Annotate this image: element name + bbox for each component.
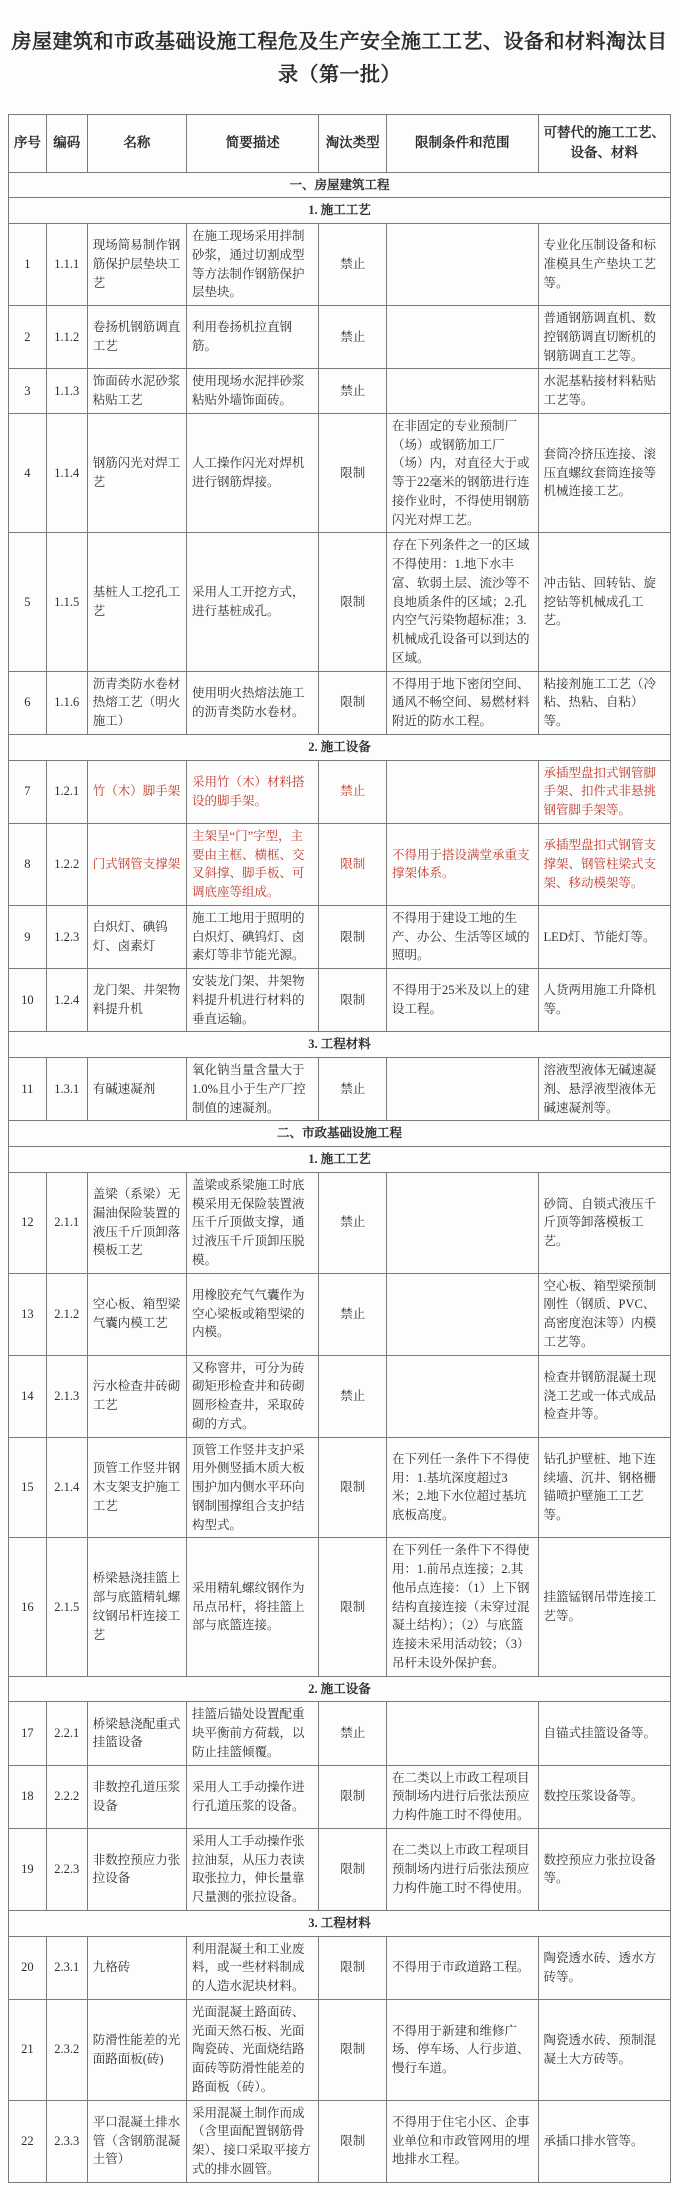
- row-name: 盖梁（系梁）无漏油保险装置的液压千斤顶卸落模板工艺: [87, 1172, 186, 1273]
- row-description: 采用竹（木）材料搭设的脚手架。: [187, 760, 319, 823]
- row-restriction: 在下列任一条件下不得使用：1.基坑深度超过3米；2.地下水位超过基坑底板高度。: [386, 1437, 538, 1538]
- row-code: 1.2.3: [46, 905, 87, 968]
- header-row: [9, 115, 671, 173]
- row-name: 桥梁悬浇挂篮上部与底篮精轧螺纹钢吊杆连接工艺: [87, 1538, 186, 1676]
- row-description: 使用现场水泥拌砂浆粘贴外墙饰面砖。: [187, 369, 319, 414]
- row-number: 12: [9, 1172, 47, 1273]
- row-restriction: 在二类以上市政工程项目预制场内进行后张法预应力构件施工时不得使用。: [386, 1828, 538, 1910]
- section-row: [9, 734, 671, 760]
- row-description: 盖梁或系梁施工时底模采用无保险装置液压千斤顶做支撑，通过液压千斤顶卸压脱模。: [187, 1172, 319, 1273]
- row-name: 沥青类防水卷材热熔工艺（明火施工）: [87, 671, 186, 734]
- catalog-row: [9, 533, 671, 671]
- row-elimination-type: 限制: [319, 1828, 387, 1910]
- row-alternative: 水泥基粘接材料粘贴工艺等。: [538, 369, 670, 414]
- row-name: 门式钢管支撑架: [87, 823, 186, 905]
- row-alternative: 检查井钢筋混凝土现浇工艺或一体式成品检查井等。: [538, 1355, 670, 1437]
- row-name: 基桩人工挖孔工艺: [87, 533, 186, 671]
- row-number: 2: [9, 306, 47, 369]
- row-number: 17: [9, 1702, 47, 1765]
- catalog-row: [9, 1355, 671, 1437]
- row-number: 3: [9, 369, 47, 414]
- row-restriction: 不得用于25米及以上的建设工程。: [386, 969, 538, 1032]
- row-name: 平口混凝土排水管（含钢筋混凝土管）: [87, 2100, 186, 2182]
- row-elimination-type: 禁止: [319, 306, 387, 369]
- section-label: 2. 施工设备: [9, 1676, 671, 1702]
- row-description: 采用人工手动操作张拉油泵，从压力表读取张拉力，伸长量靠尺量测的张拉设备。: [187, 1828, 319, 1910]
- row-code: 2.1.3: [46, 1355, 87, 1437]
- row-number: 20: [9, 1936, 47, 1999]
- row-alternative: 挂篮锰钢吊带连接工艺等。: [538, 1538, 670, 1676]
- row-description: 采用人工开挖方式，进行基桩成孔。: [187, 533, 319, 671]
- row-restriction: [386, 224, 538, 306]
- row-alternative: 陶瓷透水砖、透水方砖等。: [538, 1936, 670, 1999]
- row-alternative: 粘接剂施工工艺（冷粘、热粘、自粘）等。: [538, 671, 670, 734]
- row-code: 1.1.5: [46, 533, 87, 671]
- row-description: 在施工现场采用拌制砂浆，通过切割成型等方法制作钢筋保护层垫块。: [187, 224, 319, 306]
- row-name: 白炽灯、碘钨灯、卤素灯: [87, 905, 186, 968]
- row-restriction: 不得用于住宅小区、企事业单位和市政管网用的埋地排水工程。: [386, 2100, 538, 2182]
- row-description: 顶管工作竖井支护采用外侧竖插木质大板围护加内侧水平环向钢制围撑组合支护结构型式。: [187, 1437, 319, 1538]
- row-code: 1.1.3: [46, 369, 87, 414]
- row-code: 2.2.2: [46, 1765, 87, 1828]
- section-label: 3. 工程材料: [9, 1910, 671, 1936]
- row-restriction: 不得用于地下密闭空间、通风不畅空间、易燃材料附近的防水工程。: [386, 671, 538, 734]
- row-elimination-type: 限制: [319, 413, 387, 533]
- row-number: 21: [9, 1999, 47, 2100]
- row-name: 防滑性能差的光面路面板(砖): [87, 1999, 186, 2100]
- row-name: 非数控孔道压浆设备: [87, 1765, 186, 1828]
- row-alternative: 套筒冷挤压连接、滚压直螺纹套筒连接等机械连接工艺。: [538, 413, 670, 533]
- row-alternative: 承插口排水管等。: [538, 2100, 670, 2182]
- row-number: 1: [9, 224, 47, 306]
- row-alternative: 人货两用施工升降机等。: [538, 969, 670, 1032]
- row-alternative: 数控压浆设备等。: [538, 1765, 670, 1828]
- row-code: 2.3.3: [46, 2100, 87, 2182]
- catalog-row: [9, 224, 671, 306]
- row-number: 6: [9, 671, 47, 734]
- row-restriction: 在二类以上市政工程项目预制场内进行后张法预应力构件施工时不得使用。: [386, 1765, 538, 1828]
- catalog-row: [9, 1273, 671, 1355]
- section-row: [9, 198, 671, 224]
- row-restriction: [386, 760, 538, 823]
- column-header-5: 淘汰类型: [319, 115, 387, 173]
- row-alternative: 自锚式挂篮设备等。: [538, 1702, 670, 1765]
- row-elimination-type: 限制: [319, 823, 387, 905]
- column-header-7: 可替代的施工工艺、设备、材料: [538, 115, 670, 173]
- row-name: 桥梁悬浇配重式挂篮设备: [87, 1702, 186, 1765]
- row-name: 九格砖: [87, 1936, 186, 1999]
- catalog-row: [9, 823, 671, 905]
- catalog-row: [9, 1702, 671, 1765]
- row-description: 利用混凝土和工业废料，或一些材料制成的人造水泥块材料。: [187, 1936, 319, 1999]
- catalog-row: [9, 413, 671, 533]
- section-row: [9, 1910, 671, 1936]
- catalog-row: [9, 2100, 671, 2182]
- row-elimination-type: 禁止: [319, 369, 387, 414]
- catalog-row: [9, 369, 671, 414]
- row-alternative: 溶液型液体无碱速凝剂、悬浮液型液体无碱速凝剂等。: [538, 1058, 670, 1121]
- row-description: 主架呈“门”字型，主要由主框、横框、交叉斜撑、脚手板、可调底座等组成。: [187, 823, 319, 905]
- row-description: 挂篮后锚处设置配重块平衡前方荷载，以防止挂篮倾覆。: [187, 1702, 319, 1765]
- row-elimination-type: 限制: [319, 671, 387, 734]
- column-header-1: 序号: [9, 115, 47, 173]
- row-number: 16: [9, 1538, 47, 1676]
- row-elimination-type: 禁止: [319, 1058, 387, 1121]
- row-restriction: [386, 1172, 538, 1273]
- row-description: 采用精轧螺纹钢作为吊点吊杆，将挂篮上部与底篮连接。: [187, 1538, 319, 1676]
- row-code: 2.2.3: [46, 1828, 87, 1910]
- row-elimination-type: 限制: [319, 533, 387, 671]
- row-number: 9: [9, 905, 47, 968]
- table-body: [9, 172, 671, 2182]
- row-description: 用橡胶充气气囊作为空心梁板或箱型梁的内模。: [187, 1273, 319, 1355]
- catalog-row: [9, 1828, 671, 1910]
- section-row: [9, 1147, 671, 1173]
- row-number: 19: [9, 1828, 47, 1910]
- row-description: 氧化钠当量含量大于1.0%且小于生产厂控制值的速凝剂。: [187, 1058, 319, 1121]
- row-description: 安装龙门架、井架物料提升机进行材料的垂直运输。: [187, 969, 319, 1032]
- row-number: 8: [9, 823, 47, 905]
- row-name: 污水检查井砖砌工艺: [87, 1355, 186, 1437]
- catalog-row: [9, 1437, 671, 1538]
- row-elimination-type: 禁止: [319, 1273, 387, 1355]
- section-label: 1. 施工工艺: [9, 1147, 671, 1173]
- row-description: 又称窨井，可分为砖砌矩形检查井和砖砌圆形检查井，采取砖砌的方式。: [187, 1355, 319, 1437]
- row-elimination-type: 限制: [319, 1437, 387, 1538]
- row-code: 2.3.1: [46, 1936, 87, 1999]
- row-description: 采用混凝土制作而成（含里面配置钢筋骨架）、接口采取平接方式的排水圆管。: [187, 2100, 319, 2182]
- row-code: 2.1.4: [46, 1437, 87, 1538]
- row-number: 22: [9, 2100, 47, 2182]
- row-name: 竹（木）脚手架: [87, 760, 186, 823]
- row-code: 2.1.2: [46, 1273, 87, 1355]
- section-row: [9, 1676, 671, 1702]
- row-elimination-type: 限制: [319, 969, 387, 1032]
- row-restriction: 不得用于新建和维修广场、停车场、人行步道、慢行车道。: [386, 1999, 538, 2100]
- section-row: [9, 1032, 671, 1058]
- row-name: 现场简易制作钢筋保护层垫块工艺: [87, 224, 186, 306]
- row-number: 13: [9, 1273, 47, 1355]
- section-label: 一、房屋建筑工程: [9, 172, 671, 198]
- row-restriction: 在非固定的专业预制厂（场）或钢筋加工厂（场）内，对直径大于或等于22毫米的钢筋进行连接作业时，不得使用钢筋闪光对焊工艺。: [386, 413, 538, 533]
- row-number: 4: [9, 413, 47, 533]
- row-number: 14: [9, 1355, 47, 1437]
- catalog-row: [9, 306, 671, 369]
- catalog-row: [9, 905, 671, 968]
- row-elimination-type: 禁止: [319, 1702, 387, 1765]
- catalog-row: [9, 1172, 671, 1273]
- catalog-row: [9, 671, 671, 734]
- row-alternative: 钻孔护壁桩、地下连续墙、沉井、钢格栅锚喷护壁施工工艺等。: [538, 1437, 670, 1538]
- row-alternative: 专业化压制设备和标准模具生产垫块工艺等。: [538, 224, 670, 306]
- column-header-6: 限制条件和范围: [386, 115, 538, 173]
- row-restriction: [386, 306, 538, 369]
- row-number: 10: [9, 969, 47, 1032]
- row-description: 采用人工手动操作进行孔道压浆的设备。: [187, 1765, 319, 1828]
- row-code: 2.1.1: [46, 1172, 87, 1273]
- row-alternative: 陶瓷透水砖、预制混凝土大方砖等。: [538, 1999, 670, 2100]
- column-header-4: 简要描述: [187, 115, 319, 173]
- catalog-row: [9, 1936, 671, 1999]
- section-label: 1. 施工工艺: [9, 198, 671, 224]
- row-restriction: [386, 369, 538, 414]
- row-elimination-type: 限制: [319, 1765, 387, 1828]
- row-name: 非数控预应力张拉设备: [87, 1828, 186, 1910]
- row-name: 卷扬机钢筋调直工艺: [87, 306, 186, 369]
- row-code: 1.1.4: [46, 413, 87, 533]
- row-code: 1.2.2: [46, 823, 87, 905]
- row-code: 1.1.2: [46, 306, 87, 369]
- row-description: 光面混凝土路面砖、光面天然石板、光面陶瓷砖、光面烧结路面砖等防滑性能差的路面板（砖）。: [187, 1999, 319, 2100]
- section-row: [9, 1121, 671, 1147]
- row-code: 1.1.6: [46, 671, 87, 734]
- catalog-row: [9, 1999, 671, 2100]
- row-restriction: [386, 1355, 538, 1437]
- row-description: 使用明火热熔法施工的沥青类防水卷材。: [187, 671, 319, 734]
- row-code: 1.2.1: [46, 760, 87, 823]
- row-name: 钢筋闪光对焊工艺: [87, 413, 186, 533]
- row-elimination-type: 限制: [319, 2100, 387, 2182]
- row-elimination-type: 禁止: [319, 1172, 387, 1273]
- row-restriction: [386, 1702, 538, 1765]
- section-row: [9, 172, 671, 198]
- catalog-row: [9, 1538, 671, 1676]
- row-description: 施工工地用于照明的白炽灯、碘钨灯、卤素灯等非节能光源。: [187, 905, 319, 968]
- section-label: 二、市政基础设施工程: [9, 1121, 671, 1147]
- column-header-2: 编码: [46, 115, 87, 173]
- catalog-row: [9, 1765, 671, 1828]
- row-elimination-type: 限制: [319, 1936, 387, 1999]
- row-number: 5: [9, 533, 47, 671]
- table-header: [9, 115, 671, 173]
- section-label: 2. 施工设备: [9, 734, 671, 760]
- catalog-row: [9, 1058, 671, 1121]
- section-label: 3. 工程材料: [9, 1032, 671, 1058]
- row-code: 2.2.1: [46, 1702, 87, 1765]
- row-number: 11: [9, 1058, 47, 1121]
- row-restriction: 不得用于建设工地的生产、办公、生活等区域的照明。: [386, 905, 538, 968]
- catalog-row: [9, 969, 671, 1032]
- row-alternative: 数控预应力张拉设备等。: [538, 1828, 670, 1910]
- row-elimination-type: 禁止: [319, 1355, 387, 1437]
- row-code: 1.3.1: [46, 1058, 87, 1121]
- column-header-3: 名称: [87, 115, 186, 173]
- row-code: 2.1.5: [46, 1538, 87, 1676]
- row-elimination-type: 限制: [319, 905, 387, 968]
- elimination-catalog-table: [8, 114, 671, 2183]
- row-name: 顶管工作竖井钢木支架支护施工工艺: [87, 1437, 186, 1538]
- row-name: 龙门架、井架物料提升机: [87, 969, 186, 1032]
- row-restriction: 不得用于搭设满堂承重支撑架体系。: [386, 823, 538, 905]
- row-code: 2.3.2: [46, 1999, 87, 2100]
- row-restriction: [386, 1058, 538, 1121]
- row-number: 7: [9, 760, 47, 823]
- row-alternative: LED灯、节能灯等。: [538, 905, 670, 968]
- row-name: 饰面砖水泥砂浆粘贴工艺: [87, 369, 186, 414]
- catalog-row: [9, 760, 671, 823]
- row-elimination-type: 限制: [319, 1999, 387, 2100]
- row-elimination-type: 禁止: [319, 224, 387, 306]
- row-alternative: 承插型盘扣式钢管支撑架、钢管柱梁式支架、移动模架等。: [538, 823, 670, 905]
- row-alternative: 普通钢筋调直机、数控钢筋调直切断机的钢筋调直工艺等。: [538, 306, 670, 369]
- row-description: 人工操作闪光对焊机进行钢筋焊接。: [187, 413, 319, 533]
- row-restriction: 存在下列条件之一的区域不得使用：1.地下水丰富、软弱土层、流沙等不良地质条件的区域；2.孔内空气污染物超标准；3.机械成孔设备可以到达的区域。: [386, 533, 538, 671]
- row-restriction: 不得用于市政道路工程。: [386, 1936, 538, 1999]
- row-description: 利用卷扬机拉直钢筋。: [187, 306, 319, 369]
- row-restriction: 在下列任一条件下不得使用：1.前吊点连接；2.其他吊点连接：（1）上下钢结构直接连接（未穿过混凝土结构）；（2）与底篮连接未采用活动铰；（3）吊杆未设外保护套。: [386, 1538, 538, 1676]
- row-elimination-type: 限制: [319, 1538, 387, 1676]
- row-name: 有碱速凝剂: [87, 1058, 186, 1121]
- row-code: 1.2.4: [46, 969, 87, 1032]
- row-number: 15: [9, 1437, 47, 1538]
- row-code: 1.1.1: [46, 224, 87, 306]
- row-number: 18: [9, 1765, 47, 1828]
- row-restriction: [386, 1273, 538, 1355]
- page-title: 房屋建筑和市政基础设施工程危及生产安全施工工艺、设备和材料淘汰目录（第一批）: [11, 31, 668, 86]
- row-alternative: 砂筒、自锁式液压千斤顶等卸落模板工艺。: [538, 1172, 670, 1273]
- row-elimination-type: 禁止: [319, 760, 387, 823]
- row-alternative: 空心板、箱型梁预制刚性（钢质、PVC、高密度泡沫等）内模工艺等。: [538, 1273, 670, 1355]
- row-alternative: 承插型盘扣式钢管脚手架、扣件式非悬挑钢管脚手架等。: [538, 760, 670, 823]
- row-name: 空心板、箱型梁气囊内模工艺: [87, 1273, 186, 1355]
- row-alternative: 冲击钻、回转钻、旋挖钻等机械成孔工艺。: [538, 533, 670, 671]
